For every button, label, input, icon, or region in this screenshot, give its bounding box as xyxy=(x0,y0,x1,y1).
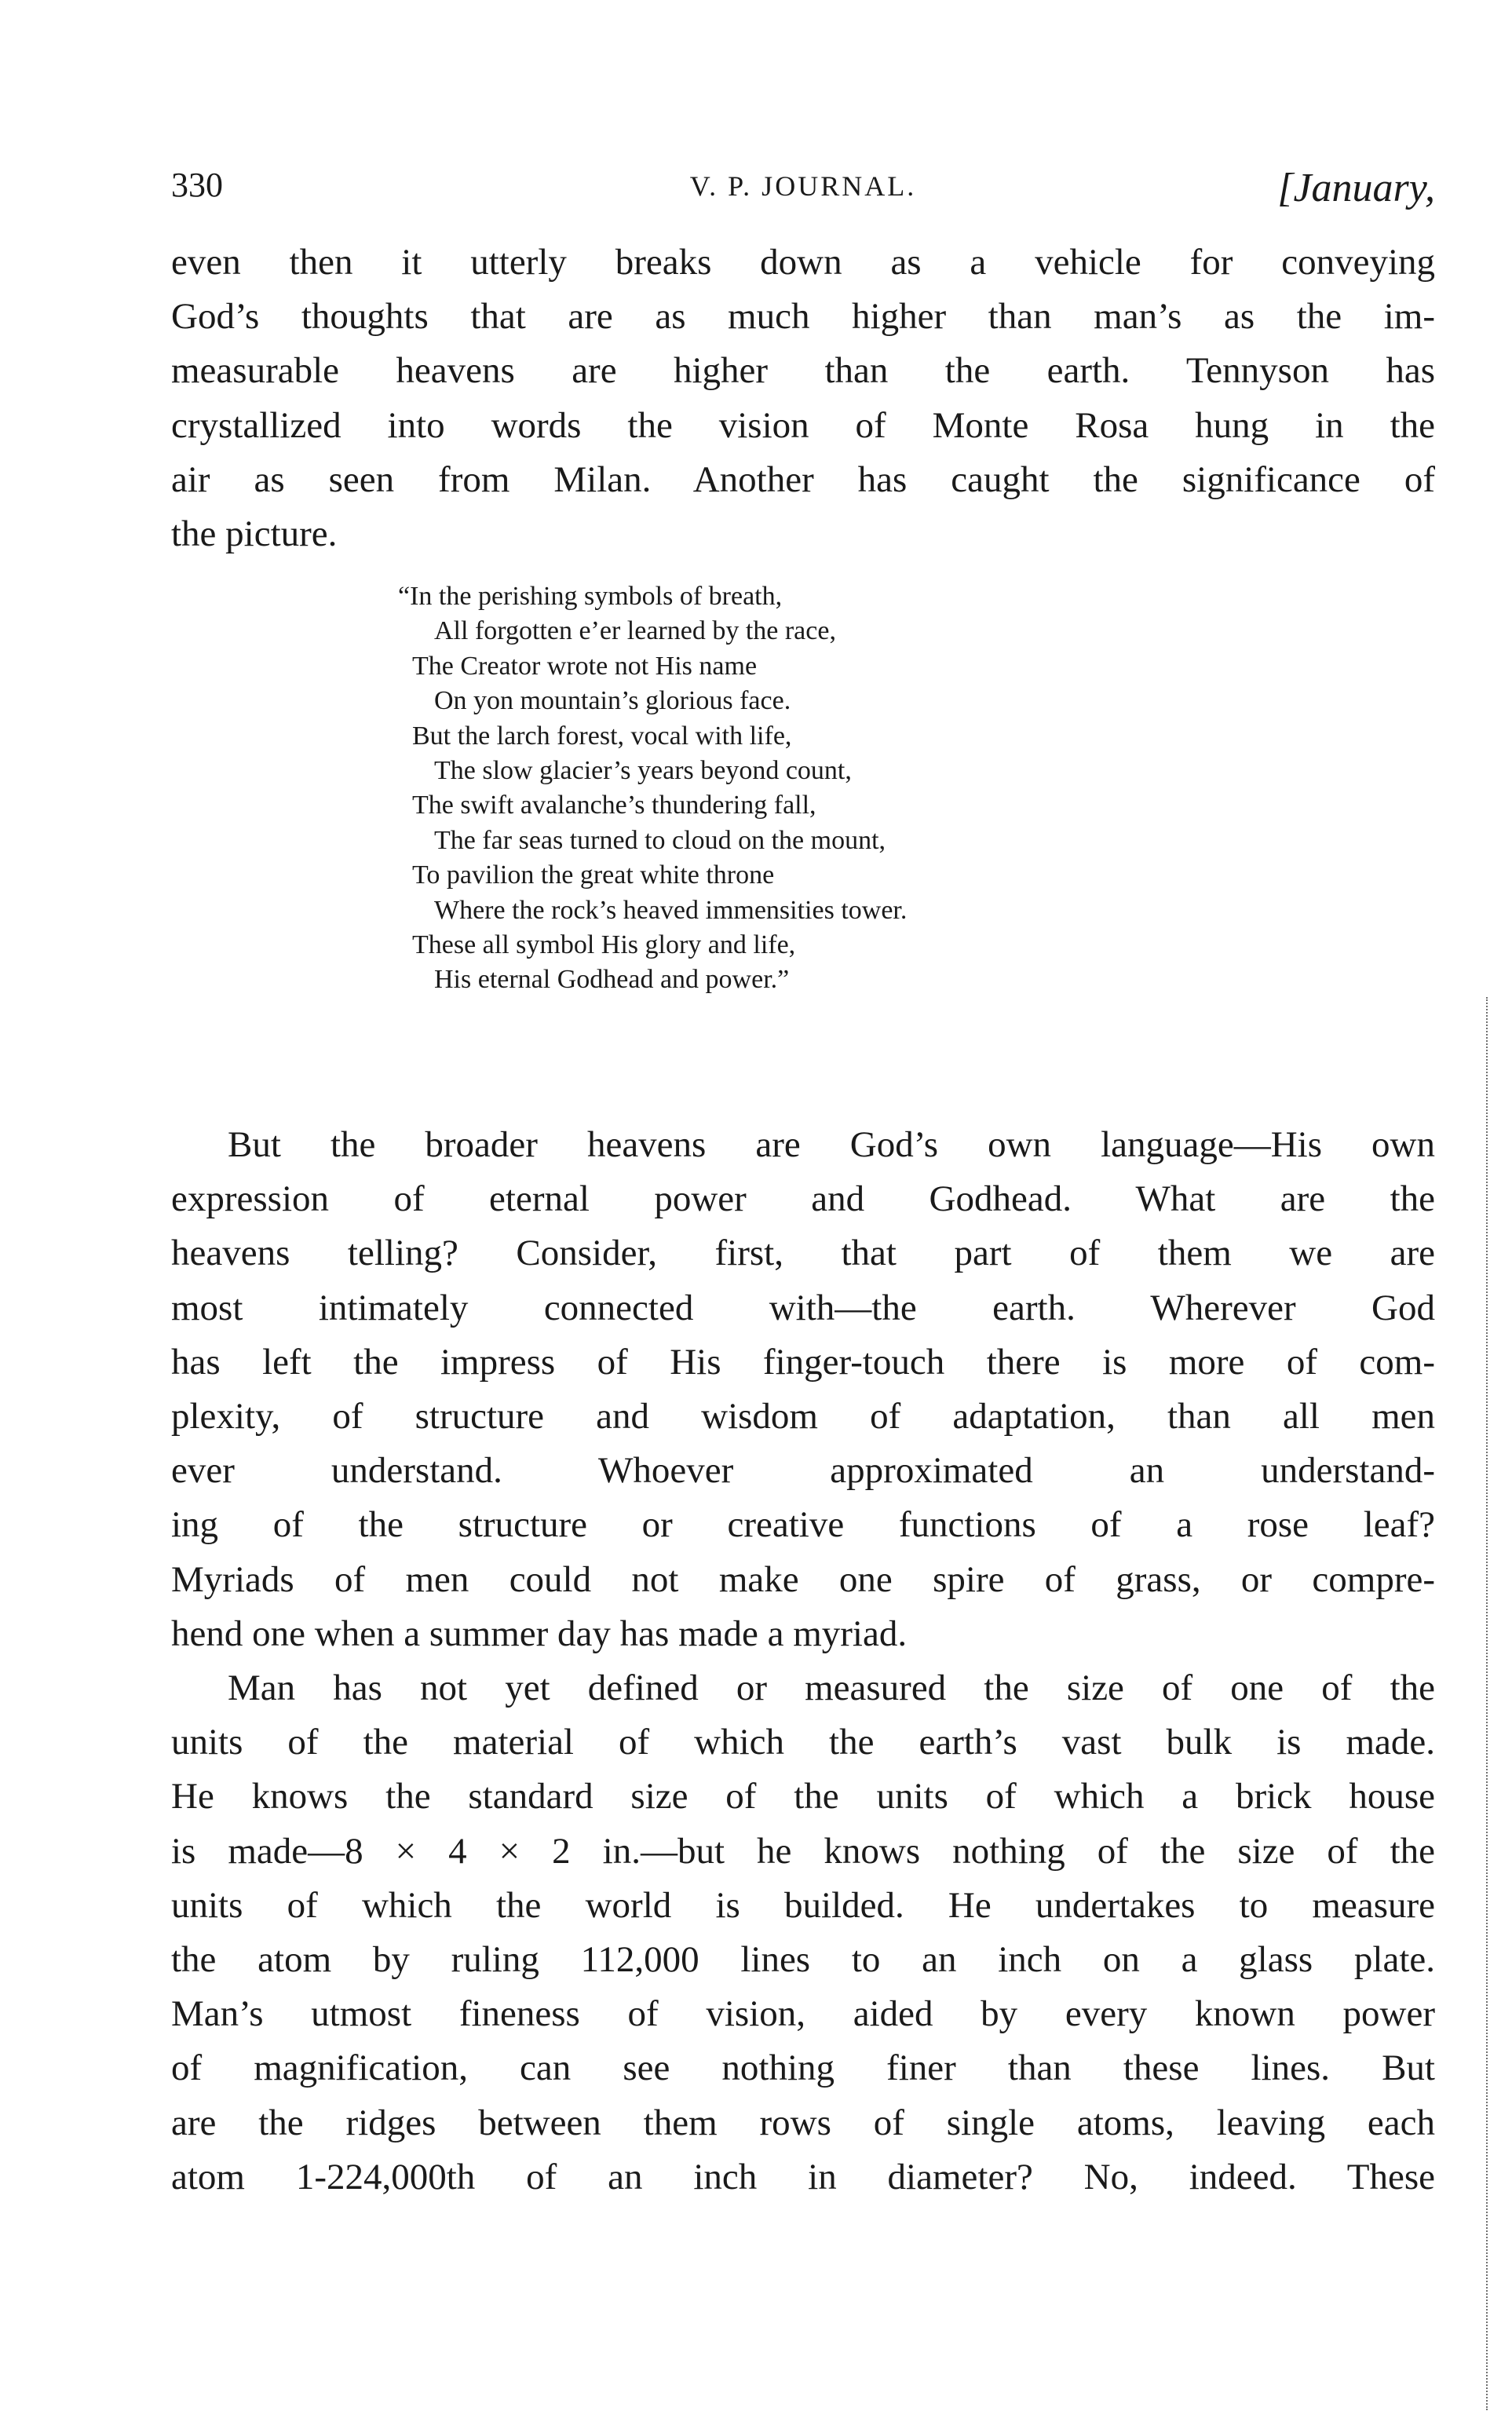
text-line: units of which the world is builded. He undertakes to measure xyxy=(171,1884,1435,1926)
text-line: crystallized into words the vision of Monte Rosa hung in the xyxy=(171,404,1435,446)
poem-line: Where the rock’s heaved immensities tower. xyxy=(434,895,908,925)
text-line: atom 1-224,000th of an inch in diameter? No, indeed. These xyxy=(171,2156,1435,2197)
poem-line: On yon mountain’s glorious face. xyxy=(434,686,791,716)
paragraph-3 xyxy=(171,1661,1435,2205)
poem-line: To pavilion the great white throne xyxy=(412,860,775,890)
text-line: ing of the structure or creative functions of a rose leaf? xyxy=(171,1504,1435,1546)
text-line: Myriads of men could not make one spire of grass, or compre- xyxy=(171,1558,1435,1600)
text-line: the picture. xyxy=(171,513,338,555)
page-header xyxy=(171,165,1435,212)
poem-line: The slow glacier’s years beyond count, xyxy=(434,756,852,786)
poem-line: “In the perishing symbols of breath, xyxy=(398,582,783,611)
poem-line: The far seas turned to cloud on the mount, xyxy=(434,825,886,855)
poem-line: The Creator wrote not His name xyxy=(412,651,758,681)
text-line: even then it utterly breaks down as a vehicle for conveying xyxy=(171,242,1435,283)
text-line: God’s thoughts that are as much higher than man’s as the im- xyxy=(171,296,1435,338)
poem-line: These all symbol His glory and life, xyxy=(412,930,796,960)
text-line: of magnification, can see nothing finer than these lines. But xyxy=(171,2048,1435,2089)
paragraph-1 xyxy=(171,236,1435,561)
text-line: units of the material of which the earth’s vast bulk is made. xyxy=(171,1722,1435,1763)
text-line: most intimately connected with—the earth. Wherever God xyxy=(171,1287,1435,1328)
text-line: Man’s utmost fineness of vision, aided by every known power xyxy=(171,1993,1435,2035)
scan-margin-rule xyxy=(1486,997,1488,2410)
text-line: has left the impress of His finger-touch there is more of com- xyxy=(171,1341,1435,1383)
text-line: plexity, of structure and wisdom of adaptation, than all men xyxy=(171,1396,1435,1437)
poem-quotation xyxy=(398,579,908,998)
text-line: hend one when a summer day has made a myriad. xyxy=(171,1613,908,1654)
text-line: is made—8 × 4 × 2 in.—but he knows nothing of the size of the xyxy=(171,1830,1435,1872)
text-line: air as seen from Milan. Another has caught the significance of xyxy=(171,458,1435,500)
journal-title: V. P. JOURNAL. xyxy=(689,170,917,202)
page-number: 330 xyxy=(171,166,223,204)
text-line: are the ridges between them rows of single atoms, leaving each xyxy=(171,2102,1435,2143)
text-line: Man has not yet defined or measured the size of one of the xyxy=(228,1668,1435,1708)
text-line: heavens telling? Consider, first, that part of them we are xyxy=(171,1233,1435,1274)
text-line: He knows the standard size of the units of which a brick house xyxy=(171,1776,1435,1817)
text-line: ever understand. Whoever approximated an understand- xyxy=(171,1450,1435,1492)
poem-line: His eternal Godhead and power.” xyxy=(434,965,790,995)
poem-line: All forgotten e’er learned by the race, xyxy=(434,616,836,646)
poem-line: The swift avalanche’s thundering fall, xyxy=(412,791,816,820)
poem-line: But the larch forest, vocal with life, xyxy=(412,721,792,751)
text-line: the atom by ruling 112,000 lines to an inch on a glass plate. xyxy=(171,1939,1435,1981)
text-line: measurable heavens are higher than the earth. Tennyson has xyxy=(171,350,1435,392)
text-line: expression of eternal power and Godhead. What are the xyxy=(171,1178,1435,1220)
paragraph-2 xyxy=(171,1118,1435,1661)
text-line: But the broader heavens are God’s own language—His own xyxy=(228,1124,1435,1165)
running-head: [January, xyxy=(1277,166,1435,210)
